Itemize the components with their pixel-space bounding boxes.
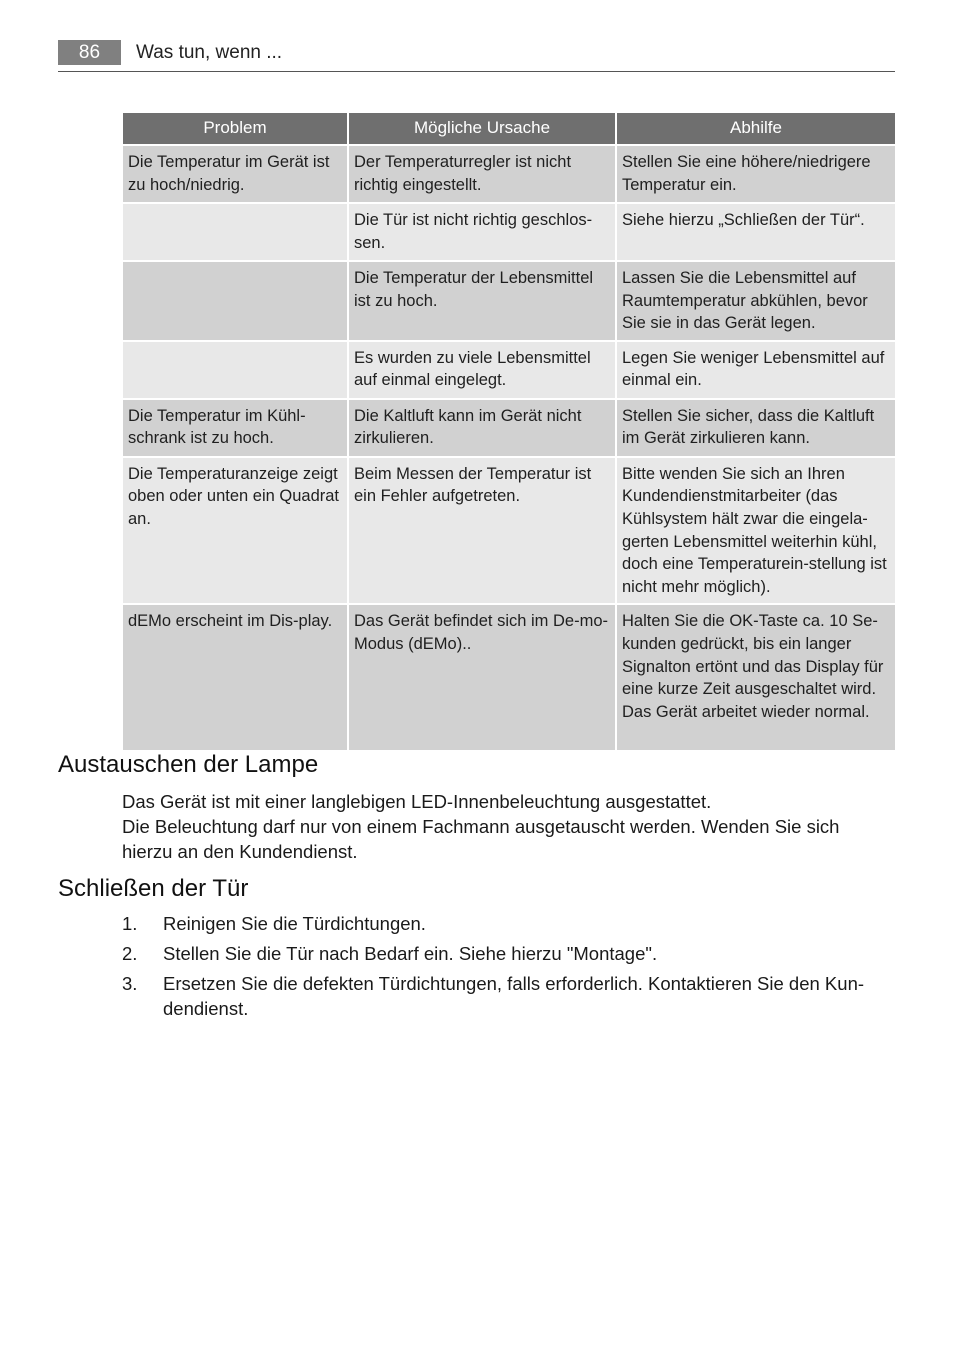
header-cause: Mögliche Ursache [349, 113, 615, 144]
step-text: Reinigen Sie die Türdichtungen. [163, 913, 426, 934]
troubleshooting-table [121, 111, 897, 752]
step-number: 1. [122, 913, 138, 934]
list-item [122, 971, 882, 1021]
problem-cell: Die Temperatur im Kühl-schrank ist zu hoch. [123, 400, 347, 456]
problem-cell: Die Temperatur im Gerät ist zu hoch/niedrig. [123, 146, 347, 202]
remedy-cell: Halten Sie die OK-Taste ca. 10 Se-kunden gedrückt, bis ein langer Signalton ertönt und das Display für eine kurze Zeit ausgeschaltet wird. Das Gerät arbeitet wieder normal. [617, 605, 895, 750]
cause-cell: Der Temperaturregler ist nicht richtig eingestellt. [349, 146, 615, 202]
table-row [123, 400, 895, 456]
cause-cell: Die Temperatur der Lebensmittel ist zu hoch. [349, 262, 615, 340]
problem-cell [123, 262, 347, 340]
list-item [122, 911, 882, 936]
problem-cell: Die Temperaturanzeige zeigt oben oder unten ein Quadrat an. [123, 458, 347, 604]
table-row [123, 342, 895, 398]
remedy-cell: Legen Sie weniger Lebensmittel auf einmal ein. [617, 342, 895, 398]
table-row [123, 204, 895, 260]
remedy-cell: Stellen Sie eine höhere/niedrigere Temperatur ein. [617, 146, 895, 202]
cause-cell: Die Tür ist nicht richtig geschlos-sen. [349, 204, 615, 260]
running-title: Was tun, wenn ... [136, 42, 283, 63]
table-row [123, 605, 895, 750]
remedy-cell: Lassen Sie die Lebensmittel auf Raumtemperatur abkühlen, bevor Sie sie in das Gerät legen. [617, 262, 895, 340]
step-number: 2. [122, 943, 138, 964]
door-section-heading: Schließen der Tür [58, 875, 249, 902]
header-remedy: Abhilfe [617, 113, 895, 144]
step-number: 3. [122, 973, 138, 994]
table-row [123, 262, 895, 340]
remedy-cell: Siehe hierzu „Schließen der Tür“. [617, 204, 895, 260]
lamp-paragraph-2: Die Beleuchtung darf nur von einem Fachmann ausgetauscht werden. Wenden Sie sich hierzu an den Kundendienst. [122, 816, 840, 862]
header-problem: Problem [123, 113, 347, 144]
list-item [122, 941, 882, 966]
table-row [123, 146, 895, 202]
lamp-section-heading: Austauschen der Lampe [58, 751, 319, 778]
problem-cell [123, 342, 347, 398]
step-text: Ersetzen Sie die defekten Türdichtungen, falls erforderlich. Kontaktieren Sie den Kun-dendienst. [163, 973, 865, 1019]
page-header [58, 40, 895, 72]
lamp-paragraph-1: Das Gerät ist mit einer langlebigen LED-Innenbeleuchtung ausgestattet. [122, 791, 712, 812]
page-number: 86 [58, 40, 121, 65]
remedy-cell: Bitte wenden Sie sich an Ihren Kundendienstmitarbeiter (das Kühlsystem hält zwar die eingela-gerten Lebensmittel weiterhin kühl, doch eine Temperaturein-stellung ist nicht mehr möglich). [617, 458, 895, 604]
cause-cell: Das Gerät befindet sich im De-mo-Modus (dEMo).. [349, 605, 615, 750]
table-header-row [123, 113, 895, 144]
remedy-cell: Stellen Sie sicher, dass die Kaltluft im Gerät zirkulieren kann. [617, 400, 895, 456]
cause-cell: Es wurden zu viele Lebensmittel auf einmal eingelegt. [349, 342, 615, 398]
table-row [123, 458, 895, 604]
problem-cell: dEMo erscheint im Dis-play. [123, 605, 347, 750]
cause-cell: Die Kaltluft kann im Gerät nicht zirkulieren. [349, 400, 615, 456]
cause-cell: Beim Messen der Temperatur ist ein Fehler aufgetreten. [349, 458, 615, 604]
step-text: Stellen Sie die Tür nach Bedarf ein. Siehe hierzu "Montage". [163, 943, 658, 964]
door-steps-list [122, 911, 882, 1026]
problem-cell [123, 204, 347, 260]
